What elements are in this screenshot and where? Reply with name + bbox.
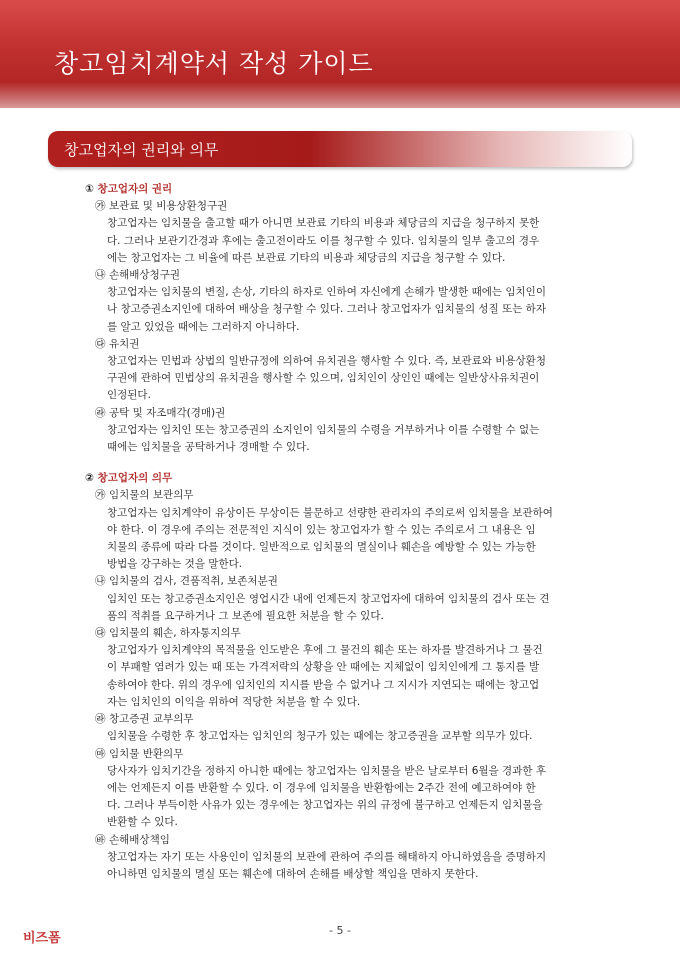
- item-body-line: 때에는 임치물을 공탁하거나 경매할 수 있다.: [107, 441, 310, 454]
- group-title: [85, 470, 630, 487]
- item-body-line: 다. 그러나 보관기간경과 후에는 출고전이라도 이를 청구할 수 있다. 임치물의 일부 출고의 경우: [107, 234, 540, 247]
- document-body: [85, 181, 630, 883]
- item-body-line: 창고업자는 임치인 또는 창고증권의 소지인이 임치물의 수령을 거부하거나 이를 수령할 수 없는: [107, 423, 540, 436]
- group-number: ②: [85, 472, 94, 485]
- item-heading: [85, 336, 630, 353]
- item-marker: ㉯: [95, 575, 106, 588]
- item-body-line: 이 부패할 염려가 있는 때 또는 가격저락의 상황을 안 때에는 지체없이 임치인에게 그 통지를 발: [107, 661, 540, 674]
- item-title: 임치물 반환의무: [109, 747, 184, 760]
- item-body-line: 에는 언제든지 이를 반환할 수 있다. 이 경우에 임치물을 반환함에는 2주간 전에 예고하여야 한: [107, 781, 536, 794]
- group-label: 창고업자의 권리: [97, 183, 173, 195]
- page-header: [0, 0, 680, 108]
- item-body-line: 야 한다. 이 경우에 주의는 전문적인 지식이 있는 창고업자가 할 수 있는 주의로서 그 내용은 임: [107, 523, 536, 536]
- item-marker: ㉮: [95, 489, 106, 502]
- item-heading: [85, 487, 630, 504]
- item-body-line: 방법을 강구하는 것을 말한다.: [107, 558, 243, 571]
- item-body-line: 자는 임치인의 이익을 위하여 적당한 처분을 할 수 있다.: [107, 695, 361, 708]
- item-title: 공탁 및 자조매각(경매)권: [109, 406, 226, 419]
- item-title: 손해배상책임: [109, 833, 170, 846]
- item-body-line: 아니하면 임치물의 멸실 또는 훼손에 대하여 손해를 배상할 책임을 면하지 못한다.: [107, 867, 479, 880]
- rights-duties-group: [85, 181, 630, 456]
- item-heading: [85, 625, 630, 642]
- item-title: 유치권: [109, 337, 140, 350]
- section-title: 창고업자의 권리와 의무: [64, 141, 219, 159]
- item-marker: ㉮: [95, 200, 106, 213]
- item-body-line: 치물의 종류에 따라 다를 것이다. 일반적으로 임치물의 멸실이나 훼손을 예방할 수 있는 가능한: [107, 541, 536, 554]
- group-number: ①: [85, 183, 94, 195]
- item-title: 보관료 및 비용상환청구권: [109, 200, 228, 213]
- item-body-line: 창고업자가 임치계약의 목적물을 인도받은 후에 그 물건의 훼손 또는 하자를 발견하거나 그 물건: [107, 644, 543, 657]
- item-body-line: 창고업자는 임치물을 출고할 때가 아니면 보관료 기타의 비용과 체당금의 지급을 청구하지 못한: [107, 217, 540, 230]
- item-body-line: 를 알고 있었을 때에는 그러하지 아니하다.: [107, 320, 300, 333]
- item-body-line: 임치인 또는 창고증권소지인은 영업시간 내에 언제든지 창고업자에 대하여 임치물의 검사 또는 견: [107, 592, 550, 605]
- item-body-line: 인정된다.: [107, 389, 151, 402]
- item-heading: [85, 746, 630, 763]
- item-body-line: 창고업자는 민법과 상법의 일반규정에 의하여 유치권을 행사할 수 있다. 즉, 보관료와 비용상환청: [107, 355, 546, 368]
- item-heading: [85, 198, 630, 215]
- item-marker: ㉳: [95, 833, 106, 846]
- rights-duties-group: [85, 470, 630, 883]
- item-body-line: 반환할 수 있다.: [107, 816, 178, 829]
- item-title: 창고증권 교부의무: [109, 713, 194, 726]
- item-body-line: 임치물을 수령한 후 창고업자는 임치인의 청구가 있는 때에는 창고증권을 교부할 의무가 있다.: [107, 730, 533, 743]
- item-body-line: 창고업자는 자기 또는 사용인이 임치물의 보관에 관하여 주의를 해태하지 아니하였음을 증명하지: [107, 850, 547, 863]
- item-marker: ㉲: [95, 747, 106, 760]
- item-marker: ㉰: [95, 627, 106, 640]
- item-title: 손해배상청구권: [109, 269, 181, 282]
- item-body-line: 나 창고증권소지인에 대하여 배상을 청구할 수 있다. 그러나 창고업자가 임치물의 성질 또는 하자: [107, 303, 546, 316]
- item-body-line: 창고업자는 임치계약이 유상이든 무상이든 불문하고 선량한 관리자의 주의로써 임치물을 보관하여: [107, 506, 553, 519]
- item-marker: ㉱: [95, 406, 106, 419]
- item-heading: [85, 711, 630, 728]
- logo-text: 비즈폼: [23, 931, 61, 946]
- item-marker: ㉱: [95, 713, 106, 726]
- group-label: 창고업자의 의무: [97, 472, 173, 485]
- item-body-line: 품의 적취를 요구하거나 그 보존에 필요한 처분을 할 수 있다.: [107, 609, 384, 622]
- section-banner: [48, 131, 632, 167]
- item-title: 임치물의 보관의무: [109, 489, 194, 502]
- group-title: [85, 181, 630, 198]
- item-heading: [85, 405, 630, 422]
- item-heading: [85, 267, 630, 284]
- item-body-line: 창고업자는 임치물의 변질, 손상, 기타의 하자로 인하여 자신에게 손해가 발생한 때에는 임치인이: [107, 286, 546, 299]
- item-heading: [85, 573, 630, 590]
- header-title: 창고임치계약서 작성 가이드: [54, 49, 374, 78]
- item-title: 임치물의 훼손, 하자통지의무: [109, 627, 241, 640]
- item-heading: [85, 832, 630, 849]
- item-marker: ㉯: [95, 269, 106, 282]
- item-title: 임치물의 검사, 견품적취, 보존처분권: [109, 575, 278, 588]
- item-body-line: 송하여야 한다. 위의 경우에 임치인의 지시를 받을 수 없거나 그 지시가 지연되는 때에는 창고업: [107, 678, 540, 691]
- item-body-line: 구권에 관하여 민법상의 유치권을 행사할 수 있으며, 임치인이 상인인 때에는 일반상사유치권이: [107, 372, 540, 385]
- item-body-line: 당사자가 임치기간을 정하지 아니한 때에는 창고업자는 임치물을 받은 날로부터 6월을 경과한 후: [107, 764, 546, 777]
- page-number: - 5 -: [329, 924, 351, 937]
- item-body-line: 다. 그러나 부득이한 사유가 있는 경우에는 창고업자는 위의 규정에 불구하고 언제든지 임치물을: [107, 799, 543, 812]
- item-body-line: 에는 창고업자는 그 비율에 따른 보관료 기타의 비용과 체당금의 지급을 청구할 수 있다.: [107, 251, 506, 264]
- item-marker: ㉰: [95, 337, 106, 350]
